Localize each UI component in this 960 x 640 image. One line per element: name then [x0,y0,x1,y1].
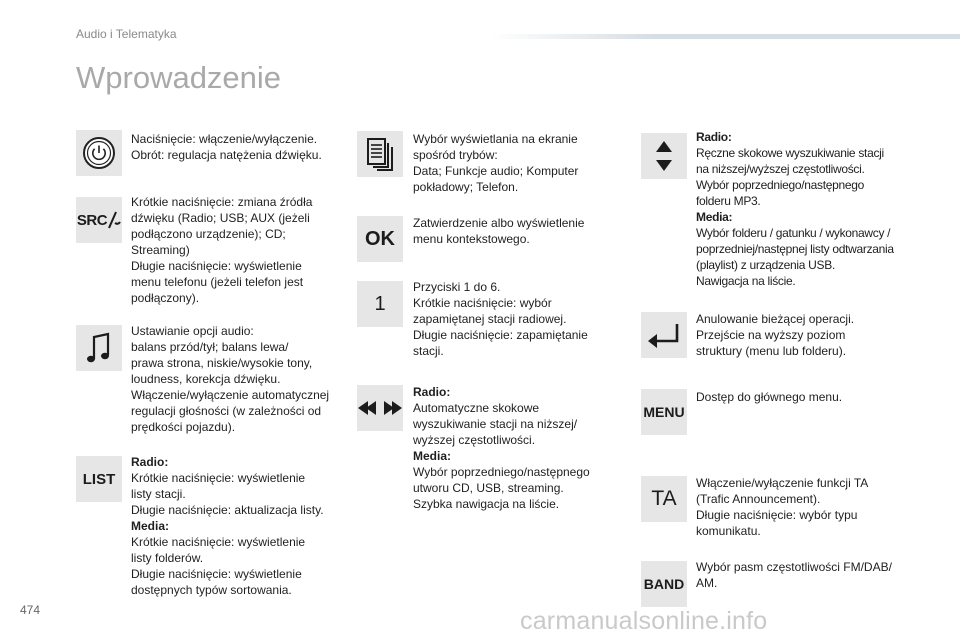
src-button-icon [76,197,122,243]
presets-description: Przyciski 1 do 6. Krótkie naciśnięcie: wybór zapamiętanej stacji radiowej. Długie naciśnięcie: zapamiętanie stacji. [413,280,588,358]
band-button-icon [641,561,687,607]
src-description: Krótkie naciśnięcie: zmiana źródła dźwięku (Radio; USB; AUX (jeżeli podłączono urządzenie); CD; Streaming) Długie naciśnięcie: wyświetlenie menu telefonu (jeżeli telefon jest podłączony). [131,195,313,305]
seek-arrows-icon [358,398,402,418]
audio-description: Ustawianie opcji audio: balans przód/tył; balans lewa/ prawa strona, niskie/wysokie tony, loudness, korekcja dźwięku. Włączenie/wyłączenie automatycznej regulacji głośności (w zależności od prędkości pojazdu). [131,324,330,434]
menu-description: Dostęp do głównego menu. [696,390,843,404]
menu-button-icon [641,389,687,435]
list-description: Radio: Krótkie naciśnięcie: wyświetlenie listy stacji. Długie naciśnięcie: aktualizacja listy. Media: Krótkie naciśnięcie: wyświetlenie listy folderów. Długie naciśnięcie: wyświetlenie dostępnych typów sortowania. [131,455,324,597]
section-header: Audio i Telematyka [76,27,177,41]
ok-button-icon [357,216,403,262]
ta-button-icon [641,476,687,522]
updown-button-icon [641,133,687,179]
list-button-icon [76,456,122,502]
mode-button-icon [357,131,403,177]
mode-description: Wybór wyświetlania na ekranie spośród trybów: Data; Funkcje audio; Komputer pokładowy; Telefon. [413,132,579,194]
band-description: Wybór pasm częstotliwości FM/DAB/ AM. [696,560,892,590]
page-title: Wprowadzenie [76,60,282,95]
ta-description: Włączenie/wyłączenie funkcji TA (Trafic Announcement). Długie naciśnięcie: wybór typu komunikatu. [696,476,869,538]
power-button-icon [76,130,122,176]
preset-one-label: 1 [374,292,386,315]
updown-description: Radio: Ręczne skokowe wyszukiwanie stacji na niższej/wyższej częstotliwości. Wybór poprzedniego/następnego folderu MP3. Media: Wybór folderu / gatunku / wykonawcy / poprzedniej/następnej listy odtwarzania (playlist) z urządzenia USB. Nawigacja na liście. [696,130,894,288]
audio-button-icon [76,325,122,371]
seek-description: Radio: Automatyczne skokowe wyszukiwanie stacji na niższej/ wyższej częstotliwości. Media: Wybór poprzedniego/następnego utworu CD, USB, streaming. Szybka nawigacja na liście. [413,385,590,511]
music-note-icon [86,331,112,365]
header-divider [490,34,960,39]
power-icon [82,136,116,170]
page-number: 474 [20,603,41,617]
back-button-icon [641,312,687,358]
ok-description: Zatwierdzenie albo wyświetlenie menu kontekstowego. [413,216,585,246]
back-description: Anulowanie bieżącej operacji. Przejście na wyższy poziom struktury (menu lub folderu). [696,312,855,358]
list-label: LIST [82,470,116,488]
power-description: Naciśnięcie: włączenie/wyłączenie. Obrót: regulacja natężenia dźwięku. [131,132,322,162]
src-label: SRC [76,211,108,229]
ok-label: OK [365,227,395,250]
ta-label: TA [651,487,677,510]
menu-label: MENU [643,404,685,420]
phone-slash-icon [107,211,121,229]
back-arrow-icon [646,322,682,348]
watermark: carmanualsonline.info [520,607,768,635]
screen-mode-icon [365,137,395,171]
band-label: BAND [643,576,685,592]
up-down-arrows-icon [654,139,674,173]
preset-button-icon [357,281,403,327]
seek-button-icon [357,385,403,431]
